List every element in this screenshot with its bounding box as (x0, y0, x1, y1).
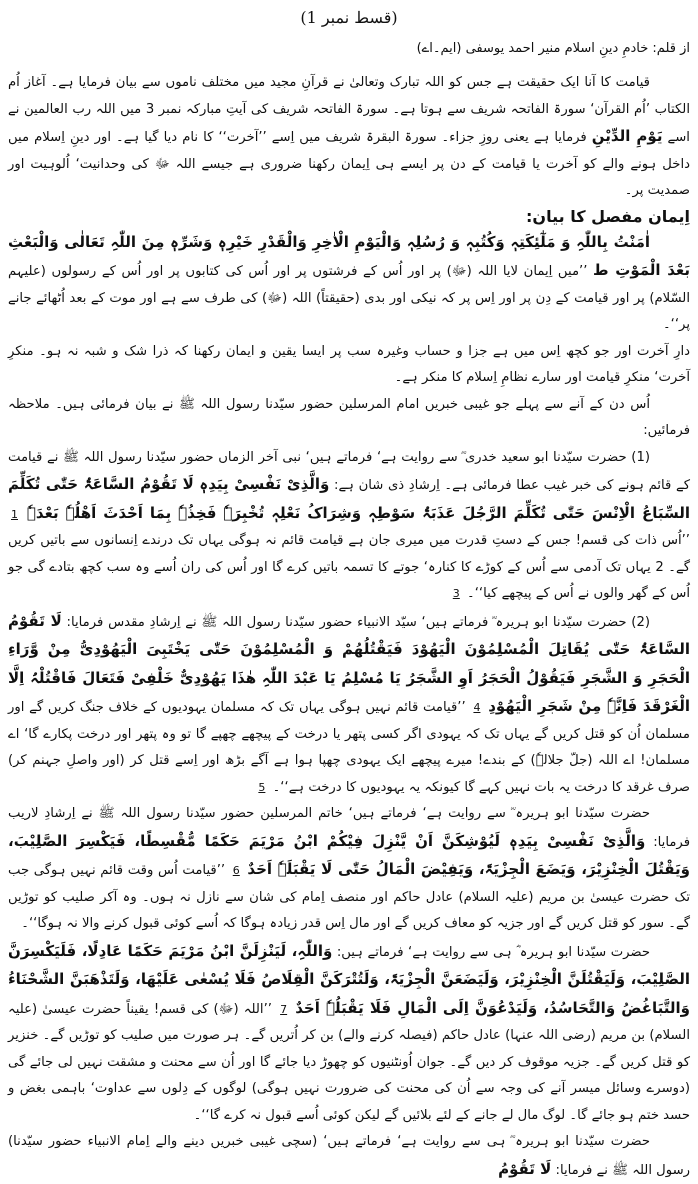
hadith-paragraph (8, 801, 690, 938)
closing-arabic: لَا تَقُوْمُ (498, 1159, 552, 1178)
hadith-translation: ’’اُس ذات کی قسم! جس کے دستِ قدرت میں میری جان ہے قیامت قائم نہ ہوگی یہاں تک درندے اِنسانوں سے باتیں کریں گے۔ 2 یہاں تک آدمی سے اُس کے کوڑے کا کنارہ‘ جوتے کا تسمہ باتیں کرے گا اور اُس کی ران اُسے وہ سب کچھ بتادے گی جو اُس کے گھر والوں نے اُس کے پیچھے کیا‘‘۔ (8, 533, 690, 601)
hadith-translation: ’’اللہ (ﷻ) کی قسم! یقیناً حضرت عیسیٰ (علیہ السلام) بن مریم (رضی اللہ عنہا) عادل حاکم (فیصلہ کرنے والے) بن کر اُتریں گے۔ ہر صورت میں صلیب کو توڑیں گے۔ خنزیر کو قتل کریں گے۔ جزیہ موقوف کر دیں گے۔ جوان اُونٹنیوں کو چھوڑ دیا جائے گا اور اُن سے محنت و مشقت نہیں لی جائے گی (دوسرے وسائل میسر آنے کی وجہ سے اُن کی محنت کی ضرورت نہیں ہوگی) لوگوں کے دِلوں سے عداوت‘ باہمی بغض و حسد ختم ہو جائے گا۔ لوگ مال لے جانے کے لئے بلائیں گے لیکن کوئی اُسے قبول نہ کرے گا‘‘۔ (8, 1001, 690, 1123)
iman-mufassal-paragraph (8, 229, 690, 339)
hadith-number: (2) (631, 614, 650, 630)
footnote-ref: 5 (258, 780, 266, 794)
akhirat-paragraph: دارِ آخرت اور جو کچھ اِس میں ہے جزا و حساب وغیرہ سب پر ایسا یقین و ایمان رکھنا کہ ذرا شک و شبہ نہ ہو۔ منکرِ آخرت‘ منکرِ قیامت اور سارے نظامِ اِسلام کا منکر ہے۔ (8, 343, 690, 385)
intro-text-2: فرمایا ہے یعنی روزِ جزاء۔ سورۃ البقرۃ شریف میں اِسے ’’آخرت‘‘ کا نام دیا گیا ہے۔ اور دینِ اِسلام میں داخل ہونے والے کو آخرت یا قیامت کے دن پر ایسے ہی اِیمان رکھنا ضروری ہے جیسے اللہ ﷻ کی وحدانیت‘ اُلوہیت اور صمدیت پر۔ (8, 130, 690, 198)
intro-text: قیامت کا آنا ایک حقیقت ہے جس کو اللہ تبارک وتعالیٰ نے قرآنِ مجید میں مختلف ناموں سے بیان فرمایا ہے۔ آغاز اُم الکتاب ’اُم القرآن‘ سورۃ الفاتحہ شریف سے ہوتا ہے۔ سورۃ الفاتحہ شریف کی آیتِ مبارکہ نمبر 3 میں اللہ رب العالمین نے اسے (8, 75, 690, 145)
hadith-list (8, 445, 690, 1130)
episode-number: (قسط نمبر 1) (300, 8, 398, 27)
footnote-ref: 6 (232, 864, 240, 877)
hadith-translation: ’’قیامت اُس وقت قائم نہیں ہوگی جب تک حضرت عیسیٰ بن مریم (علیہ السلام) عادل حاکم اور منصف اِمام کی شان سے نازل نہ ہوں۔ وہ آکر صلیب کو توڑیں گے۔ سور کو قتل کریں گے اور جزیہ کو معاف کریں گے اور مال اِس قدر زیادہ ہوگا کہ اُسے کوئی قبول کرنے والا نہ ہوگا‘‘۔ (8, 863, 690, 931)
signs-intro: اُس دن کے آنے سے پہلے جو غیبی خبریں امام المرسلین حضور سیّدنا رسول اللہ ﷺ نے بیان فرمائی ہیں۔ ملاحظہ فرمائیں: (8, 396, 690, 438)
closing-intro: حضرت سیّدنا ابو ہریرہ ؓ ہی سے روایت ہے‘ فرماتے ہیں‘ (سچی غیبی خبریں دینے والے اِمام الانبیاء حضور سیّدنا) رسول اللہ ﷺ نے فرمایا: (8, 1134, 690, 1178)
hadith-intro: حضرت سیّدنا ابو ہریرہ ؓ فرماتے ہیں‘ سیّد الانبیاء حضور سیّدنا رسول اللہ ﷺ نے اِرشادِ مقدس فرمایا: (66, 614, 627, 630)
hadith-intro: حضرت سیّدنا ابو ہریرہ ؓ سے روایت ہے‘ فرماتے ہیں‘ خاتم المرسلین حضور سیّدنا رسول اللہ ﷺ نے اِرشادِ لاریب فرمایا: (8, 806, 690, 850)
hadith-arabic: لَا تَقُوْمُ السَّاعَۃُ حَتّٰی یُقَاتِلَ الْمُسْلِمُوْنَ الْیَھُوْدَ فَیَقْتُلُھُمْ وَ الْمُسْلِمُوْنَ حَتّٰی یَخْتَبِیَ الْیَھُوْدِیُّ مِنْ وَّرَاءِ الْحَجَرِ وَ الشَّجَرِ فَیَقُوْلُ الْحَجَرُ اَوِ الشَّجَرُ یَا مُسْلِمُ یَا عَبْدَ اللّٰہِ ھٰذَا یَھُوْدِیٌّ خَلْفِیْ فَتَعَالَ فَاقْتُلْہُ اِلَّا الْغَرْقَدَ فَاِنَّہٗ مِنْ شَجَرِ الْیَھُوْدِ (8, 611, 690, 715)
iman-mufassal-translation: ’’میں اِیمان لایا اللہ (ﷻ) پر اور اُس کے فرشتوں پر اور اُس کی کتابوں پر اور اُس کے رسولوں (علیہم السّلام) پر اور قیامت کے دِن پر اور اِس پر کہ نیکی اور بدی (حقیقتاً) اللہ (ﷻ) کی طرف سے ہے اور موت کے بعد اُٹھائے جانے پر‘‘۔ (8, 264, 690, 332)
hadith-intro: حضرت سیّدنا ابو ہریرہ ؓ ہی سے روایت ہے‘ فرماتے ہیں: (336, 944, 650, 960)
footnote-ref: 3 (452, 587, 460, 600)
footnote-ref: 7 (280, 1002, 288, 1016)
intro-paragraph (8, 70, 690, 205)
intro-arabic: یَوْمِ الدِّیْنِ (591, 127, 663, 145)
hadith-paragraph (8, 938, 690, 1130)
section-heading: اِیمان مفصل کا بیان: (526, 206, 690, 226)
iman-mufassal-arabic: اٰمَنْتُ بِاللّٰہِ وَ مَلٰٓئِکَتِہٖ وَکُتُبِہٖ وَ رُسُلِہٖ وَالْیَوْمِ الْاٰخِرِ وَالْقَدْرِ خَیْرِہٖ وَشَرِّہٖ مِنَ اللّٰہِ تَعَالٰی وَالْبَعْثِ بَعْدَ الْمَوْتِ ط (8, 232, 690, 279)
footnote-ref: 1 (11, 507, 18, 521)
hadith-paragraph (8, 445, 690, 608)
hadith-arabic: وَالَّذِیْ نَفْسِیْ بِیَدِہٖ لَیُوْشِکَنَّ اَنْ یَّنْزِلَ فِیْکُمْ ابْنُ مَرْیَمَ حَکَمًا مُّقْسِطًا، فَیَکْسِرَ الصَّلِیْبَ، وَیَقْتُلَ الْخِنْزِیْرَ، وَیَضَعَ الْجِزْیَۃَ، وَیَفِیْضَ الْمَالُ حَتّٰی لَا یَقْبَلَہٗ اَحَدٌ (8, 831, 690, 878)
hadith-translation: ’’قیامت قائم نہیں ہوگی یہاں تک کہ مسلمان یہودیوں کے خلاف جنگ کریں گے اور مسلمان اُن کو قتل کریں گے یہاں تک کہ یہودی اگر کسی پتھر یا درخت کے پیچھے چھپے گا تو وہ پتھر اور درخت پکارے گا‘ اے مسلمان! اے اللہ (جلّ جلالہٗ) کے بندے! میرے پیچھے ایک یہودی چھپا ہوا ہے آگے بڑھ اور اِسے قتل کر (اور واصلِ جہنم کر) صرف غرقد کا درخت یہ بات نہیں کہے گا کیونکہ یہ یہودیوں کا درخت ہے‘‘۔ (8, 700, 690, 795)
hadith-arabic: وَاللّٰہِ، لَیَنْزِلَنَّ ابْنُ مَرْیَمَ حَکَمًا عَادِلًا، فَلَیَکْسِرَنَّ الصَّلِیْبَ، وَلَیَقْتُلَنَّ الْخِنْزِیْرَ، وَلَیَضَعَنَّ الْجِزْیَۃَ، وَلَتُتْرَکَنَّ الْقِلَاصُ فَلَا یُسْعٰی عَلَیْھَا، وَلَتَذْھَبَنَّ الشَّحْنَاءُ وَالتَّبَاغُضُ وَالتَّحَاسُدُ، وَلَیَدْعُوَنَّ اِلَی الْمَالِ فَلَا یَقْبَلُہٗ اَحَدٌ (8, 941, 690, 1017)
author-byline: از قلم: خادمِ دینِ اسلام منیر احمد یوسفی (ایم۔اے) (416, 41, 690, 56)
closing-paragraph (8, 1129, 690, 1184)
footnote-ref: 4 (473, 701, 481, 714)
hadith-number: (1) (631, 449, 650, 465)
hadith-arabic: وَالَّذِیْ نَفْسِیْ بِیَدِہٖ لَا تَقُوْمُ السَّاعَۃُ حَتّٰی تُکَلِّمَ السِّبَاعُ الْاِنْسَ حَتّٰی تُکَلِّمَ الرَّجُلَ عَذَبَۃُ سَوْطِہٖ وَشِرَاکُ نَعْلِہٖ تُخْبِرَہٗ فَخِذُہٗ بِمَا اَحْدَثَ اَھْلُہٗ بَعْدَہٗ (8, 475, 690, 522)
hadith-paragraph (8, 608, 690, 802)
hadith-intro: حضرت سیّدنا ابو سعید خدری ؓ سے روایت ہے‘ فرماتے ہیں‘ نبی آخر الزماں حضور سیّدنا رسول اللہ ﷺ نے قیامت کے قائم ہونے کی خبر غیب عطا فرمائی ہے۔ اِرشادِ ذی شان ہے: (8, 449, 691, 493)
